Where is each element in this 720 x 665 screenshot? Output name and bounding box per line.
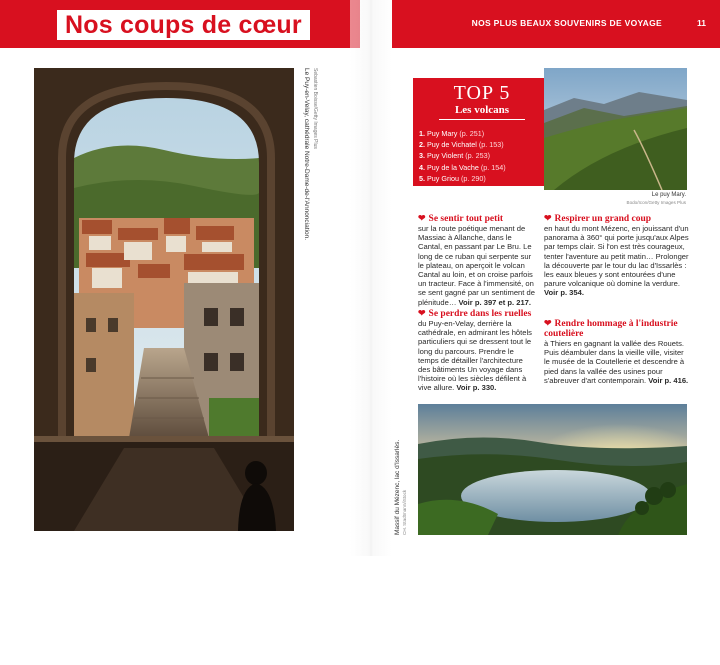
arch-caption-text: Le Puy-en-Velay, cathédrale Notre-Dame-de-l'Annonciation. <box>303 68 310 241</box>
top5-title: TOP 5 <box>453 82 511 104</box>
list-item: 2. Puy de Vichatel (p. 153) <box>419 140 504 150</box>
arch-photo-illustration <box>34 68 294 531</box>
entry-body: sur la route poétique menant de Massiac à Allanche, dans le Cantal, en passant par Le Bru. Le long de ce ruban qui serpente sur le plateau, on aperçoit le volcan Cantal au loin, et on croise parfois un tracteur. Face à l'immensité, on se sent gagné par un sentiment de plénitude… Voir p. 397 et p. 217. <box>418 224 535 307</box>
heart-icon: ❤ <box>544 213 552 223</box>
list-item: 5. Puy Griou (p. 290) <box>419 173 486 183</box>
lake-caption-text: Massif du Mézenc, lac d'Issarlès. <box>394 439 401 535</box>
lake-photo-credit: CH. Stadtmann/iStock <box>402 489 407 535</box>
running-header: NOS PLUS BEAUX SOUVENIRS DE VOYAGE <box>471 18 662 28</box>
entry-body: à Thiers en gagnant la vallée des Rouets. Puis déambuler dans la vieille ville, visiter le musée de la Coutellerie et descendre à pied dans la vallée des usines pour s'abreuver d'art contemporain. Voir p. 416. <box>544 339 689 385</box>
arch-photo-caption <box>298 68 320 368</box>
lake-photo-caption <box>388 439 408 665</box>
entry-se-perdre <box>418 308 536 393</box>
entry-body: du Puy-en-Velay, derrière la cathédrale, en admirant les hôtels particuliers qui se dressent tout le long du parcours. Prendre le temps de détailler l'architecture des bâtiments Un voyage dans l'histoire où les siècles défilent à vive allure. Voir p. 330. <box>418 319 532 393</box>
mountain-credit: Bodo/Icon/Getty Images Plus <box>626 200 686 205</box>
entry-body: en haut du mont Mézenc, en jouissant d'un panorama à 360° qui porte jusqu'aux Alpes par temps clair. Si l'on est très courageux, tenter l'aventure au petit matin… Prolonger la découverte par le tour du lac d'Issarlès : les eaux bleues y sont entourées d'une parure volcanique où domine la verdure. Voir p. 354. <box>544 224 689 298</box>
heart-icon: ❤ <box>544 318 552 328</box>
list-item: 1. Puy Mary (p. 251) <box>419 129 485 138</box>
arch-photo <box>34 68 294 531</box>
entry-se-sentir <box>418 213 536 307</box>
entry-heading: ❤ Respirer un grand coup <box>544 213 652 224</box>
mountain-photo <box>544 68 687 190</box>
entry-heading: ❤ Rendre hommage à l'industrie coutelière <box>544 318 678 339</box>
list-item: 4. Puy de la Vache (p. 154) <box>419 162 506 172</box>
top5-divider <box>439 119 525 120</box>
heart-icon: ❤ <box>418 213 426 223</box>
entry-heading: ❤ Se perdre dans les ruelles <box>418 308 532 319</box>
top5-subtitle: Les volcans <box>454 104 510 116</box>
page-number: 11 <box>697 18 706 28</box>
top5-list <box>419 128 506 184</box>
mountain-caption: Le puy Mary. <box>651 192 686 198</box>
list-item: 3. Puy Violent (p. 253) <box>419 151 491 161</box>
heart-icon: ❤ <box>418 308 426 318</box>
mountain-photo-illustration <box>544 68 687 190</box>
top5-box <box>413 78 551 186</box>
entry-respirer <box>544 213 689 298</box>
lake-photo <box>418 404 687 535</box>
entry-rendre-hommage <box>544 318 689 385</box>
lake-photo-illustration <box>418 404 687 535</box>
arch-photo-credit: Sebastien Boisse/Getty Images Plus <box>312 68 318 149</box>
entry-heading: ❤ Se sentir tout petit <box>418 213 504 224</box>
book-gutter <box>350 0 392 556</box>
page-title: Nos coups de cœur <box>57 10 310 40</box>
